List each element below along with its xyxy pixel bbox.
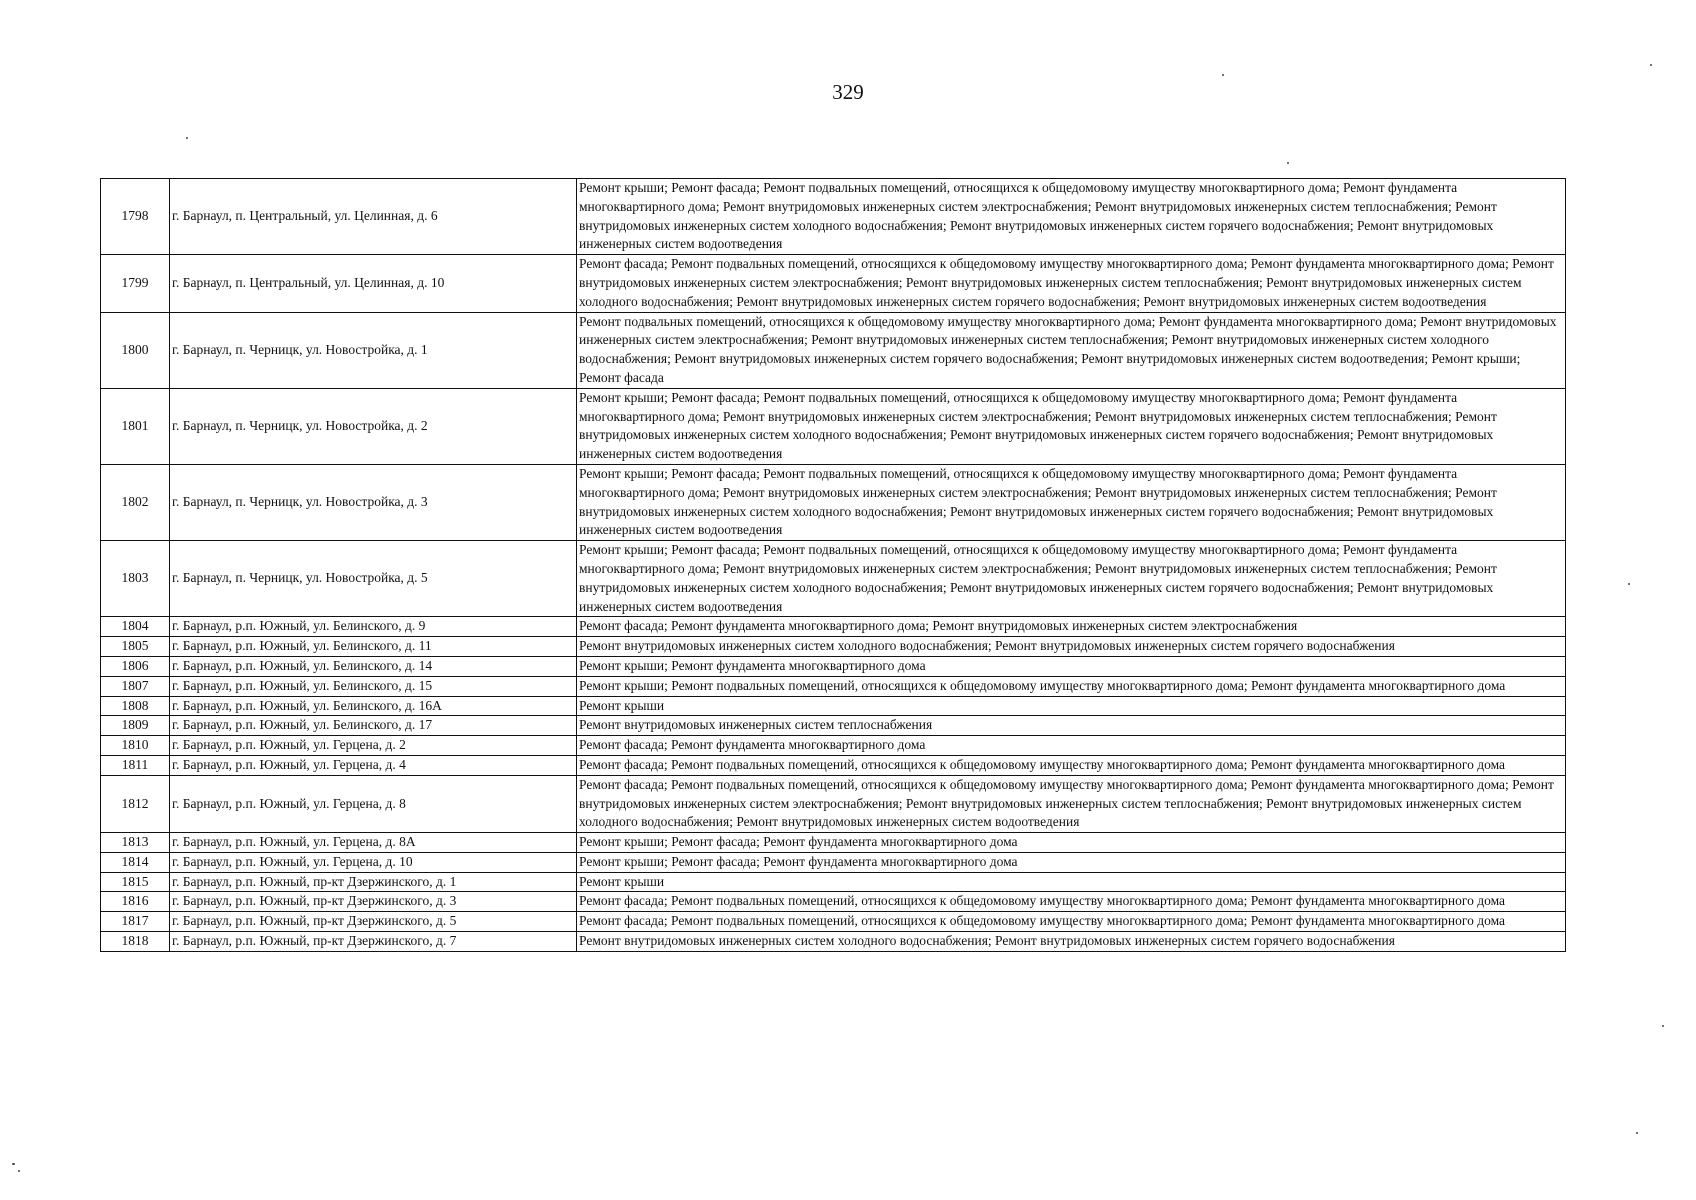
address-cell: г. Барнаул, р.п. Южный, ул. Герцена, д. 8А bbox=[170, 833, 577, 853]
table-row bbox=[101, 388, 1566, 464]
row-number-cell: 1803 bbox=[101, 541, 170, 617]
works-cell: Ремонт фасада; Ремонт подвальных помещений, относящихся к общедомовому имуществу многоквартирного дома; Ремонт фундамента многоквартирного дома bbox=[577, 912, 1566, 932]
row-number-cell: 1811 bbox=[101, 755, 170, 775]
registry-body bbox=[101, 179, 1566, 952]
address-cell: г. Барнаул, р.п. Южный, ул. Герцена, д. 8 bbox=[170, 775, 577, 832]
works-cell: Ремонт внутридомовых инженерных систем теплоснабжения bbox=[577, 716, 1566, 736]
table-row bbox=[101, 872, 1566, 892]
scan-speck bbox=[18, 1170, 20, 1172]
row-number-cell: 1800 bbox=[101, 312, 170, 388]
address-cell: г. Барнаул, р.п. Южный, ул. Белинского, д. 9 bbox=[170, 617, 577, 637]
table-row bbox=[101, 912, 1566, 932]
table-row bbox=[101, 464, 1566, 540]
works-cell: Ремонт крыши bbox=[577, 696, 1566, 716]
row-number-cell: 1801 bbox=[101, 388, 170, 464]
address-cell: г. Барнаул, п. Центральный, ул. Целинная, д. 10 bbox=[170, 255, 577, 312]
page-number: 329 bbox=[832, 80, 864, 104]
scan-speck bbox=[186, 137, 188, 139]
table-row bbox=[101, 775, 1566, 832]
row-number-cell: 1813 bbox=[101, 833, 170, 853]
table-row bbox=[101, 833, 1566, 853]
row-number-cell: 1805 bbox=[101, 637, 170, 657]
row-number-cell: 1810 bbox=[101, 736, 170, 756]
table-row bbox=[101, 932, 1566, 952]
scan-speck bbox=[1287, 162, 1289, 164]
scan-speck bbox=[1650, 64, 1652, 66]
address-cell: г. Барнаул, п. Черницк, ул. Новостройка, д. 2 bbox=[170, 388, 577, 464]
scan-speck bbox=[1628, 583, 1630, 585]
table-row bbox=[101, 637, 1566, 657]
address-cell: г. Барнаул, п. Черницк, ул. Новостройка, д. 3 bbox=[170, 464, 577, 540]
address-cell: г. Барнаул, р.п. Южный, ул. Белинского, д. 16А bbox=[170, 696, 577, 716]
row-number-cell: 1809 bbox=[101, 716, 170, 736]
table-row bbox=[101, 312, 1566, 388]
row-number-cell: 1799 bbox=[101, 255, 170, 312]
row-number-cell: 1816 bbox=[101, 892, 170, 912]
table-row bbox=[101, 656, 1566, 676]
address-cell: г. Барнаул, р.п. Южный, пр-кт Дзержинского, д. 7 bbox=[170, 932, 577, 952]
table-row bbox=[101, 892, 1566, 912]
works-cell: Ремонт крыши bbox=[577, 872, 1566, 892]
address-cell: г. Барнаул, р.п. Южный, ул. Белинского, д. 14 bbox=[170, 656, 577, 676]
works-cell: Ремонт фасада; Ремонт фундамента многоквартирного дома; Ремонт внутридомовых инженерных систем электроснабжения bbox=[577, 617, 1566, 637]
works-cell: Ремонт крыши; Ремонт фасада; Ремонт подвальных помещений, относящихся к общедомовому имуществу многоквартирного дома; Ремонт фундамента многоквартирного дома; Ремонт внутридомовых инженерных систем электроснабжения; Ремонт внутридомовых инженерных систем теплоснабжения; Ремонт внутридомовых инженерных систем холодного водоснабжения; Ремонт внутридомовых инженерных систем горячего водоснабжения; Ремонт внутридомовых инженерных систем водоотведения bbox=[577, 179, 1566, 255]
scan-speck bbox=[12, 1163, 15, 1165]
table-row bbox=[101, 676, 1566, 696]
table-row bbox=[101, 541, 1566, 617]
table-row bbox=[101, 736, 1566, 756]
scan-speck bbox=[1662, 1025, 1664, 1027]
table-row bbox=[101, 617, 1566, 637]
address-cell: г. Барнаул, р.п. Южный, пр-кт Дзержинского, д. 5 bbox=[170, 912, 577, 932]
works-cell: Ремонт внутридомовых инженерных систем холодного водоснабжения; Ремонт внутридомовых инженерных систем горячего водоснабжения bbox=[577, 637, 1566, 657]
row-number-cell: 1807 bbox=[101, 676, 170, 696]
row-number-cell: 1815 bbox=[101, 872, 170, 892]
address-cell: г. Барнаул, р.п. Южный, пр-кт Дзержинского, д. 3 bbox=[170, 892, 577, 912]
address-cell: г. Барнаул, р.п. Южный, ул. Герцена, д. 10 bbox=[170, 852, 577, 872]
address-cell: г. Барнаул, п. Черницк, ул. Новостройка, д. 5 bbox=[170, 541, 577, 617]
row-number-cell: 1817 bbox=[101, 912, 170, 932]
row-number-cell: 1802 bbox=[101, 464, 170, 540]
table-row bbox=[101, 179, 1566, 255]
row-number-cell: 1798 bbox=[101, 179, 170, 255]
works-cell: Ремонт крыши; Ремонт фасада; Ремонт подвальных помещений, относящихся к общедомовому имуществу многоквартирного дома; Ремонт фундамента многоквартирного дома; Ремонт внутридомовых инженерных систем электроснабжения; Ремонт внутридомовых инженерных систем теплоснабжения; Ремонт внутридомовых инженерных систем холодного водоснабжения; Ремонт внутридомовых инженерных систем горячего водоснабжения; Ремонт внутридомовых инженерных систем водоотведения bbox=[577, 388, 1566, 464]
address-cell: г. Барнаул, р.п. Южный, ул. Герцена, д. 2 bbox=[170, 736, 577, 756]
row-number-cell: 1812 bbox=[101, 775, 170, 832]
works-cell: Ремонт фасада; Ремонт подвальных помещений, относящихся к общедомовому имуществу многоквартирного дома; Ремонт фундамента многоквартирного дома; Ремонт внутридомовых инженерных систем электроснабжения; Ремонт внутридомовых инженерных систем теплоснабжения; Ремонт внутридомовых инженерных систем холодного водоснабжения; Ремонт внутридомовых инженерных систем водоотведения bbox=[577, 775, 1566, 832]
address-cell: г. Барнаул, р.п. Южный, пр-кт Дзержинского, д. 1 bbox=[170, 872, 577, 892]
address-cell: г. Барнаул, п. Центральный, ул. Целинная, д. 6 bbox=[170, 179, 577, 255]
table-row bbox=[101, 716, 1566, 736]
scan-speck bbox=[1636, 1132, 1638, 1134]
works-cell: Ремонт подвальных помещений, относящихся к общедомовому имуществу многоквартирного дома; Ремонт фундамента многоквартирного дома; Ремонт внутридомовых инженерных систем электроснабжения; Ремонт внутридомовых инженерных систем теплоснабжения; Ремонт внутридомовых инженерных систем холодного водоснабжения; Ремонт внутридомовых инженерных систем горячего водоснабжения; Ремонт внутридомовых инженерных систем водоотведения; Ремонт крыши; Ремонт фасада bbox=[577, 312, 1566, 388]
address-cell: г. Барнаул, п. Черницк, ул. Новостройка, д. 1 bbox=[170, 312, 577, 388]
works-cell: Ремонт фасада; Ремонт подвальных помещений, относящихся к общедомовому имуществу многоквартирного дома; Ремонт фундамента многоквартирного дома bbox=[577, 755, 1566, 775]
scan-speck bbox=[1222, 74, 1224, 76]
row-number-cell: 1806 bbox=[101, 656, 170, 676]
row-number-cell: 1804 bbox=[101, 617, 170, 637]
works-cell: Ремонт крыши; Ремонт фасада; Ремонт фундамента многоквартирного дома bbox=[577, 852, 1566, 872]
works-cell: Ремонт внутридомовых инженерных систем холодного водоснабжения; Ремонт внутридомовых инженерных систем горячего водоснабжения bbox=[577, 932, 1566, 952]
address-cell: г. Барнаул, р.п. Южный, ул. Белинского, д. 15 bbox=[170, 676, 577, 696]
works-cell: Ремонт фасада; Ремонт подвальных помещений, относящихся к общедомовому имуществу многоквартирного дома; Ремонт фундамента многоквартирного дома bbox=[577, 892, 1566, 912]
works-cell: Ремонт фасада; Ремонт подвальных помещений, относящихся к общедомовому имуществу многоквартирного дома; Ремонт фундамента многоквартирного дома; Ремонт внутридомовых инженерных систем электроснабжения; Ремонт внутридомовых инженерных систем теплоснабжения; Ремонт внутридомовых инженерных систем холодного водоснабжения; Ремонт внутридомовых инженерных систем горячего водоснабжения; Ремонт внутридомовых инженерных систем водоотведения bbox=[577, 255, 1566, 312]
table-row bbox=[101, 255, 1566, 312]
works-cell: Ремонт крыши; Ремонт фасада; Ремонт подвальных помещений, относящихся к общедомовому имуществу многоквартирного дома; Ремонт фундамента многоквартирного дома; Ремонт внутридомовых инженерных систем электроснабжения; Ремонт внутридомовых инженерных систем теплоснабжения; Ремонт внутридомовых инженерных систем холодного водоснабжения; Ремонт внутридомовых инженерных систем горячего водоснабжения; Ремонт внутридомовых инженерных систем водоотведения bbox=[577, 464, 1566, 540]
table-row bbox=[101, 755, 1566, 775]
table-row bbox=[101, 696, 1566, 716]
repair-registry-table bbox=[100, 178, 1566, 952]
row-number-cell: 1814 bbox=[101, 852, 170, 872]
works-cell: Ремонт крыши; Ремонт фундамента многоквартирного дома bbox=[577, 656, 1566, 676]
table-row bbox=[101, 852, 1566, 872]
works-cell: Ремонт крыши; Ремонт подвальных помещений, относящихся к общедомовому имуществу многоквартирного дома; Ремонт фундамента многоквартирного дома bbox=[577, 676, 1566, 696]
address-cell: г. Барнаул, р.п. Южный, ул. Белинского, д. 17 bbox=[170, 716, 577, 736]
address-cell: г. Барнаул, р.п. Южный, ул. Белинского, д. 11 bbox=[170, 637, 577, 657]
works-cell: Ремонт фасада; Ремонт фундамента многоквартирного дома bbox=[577, 736, 1566, 756]
row-number-cell: 1818 bbox=[101, 932, 170, 952]
works-cell: Ремонт крыши; Ремонт фасада; Ремонт подвальных помещений, относящихся к общедомовому имуществу многоквартирного дома; Ремонт фундамента многоквартирного дома; Ремонт внутридомовых инженерных систем электроснабжения; Ремонт внутридомовых инженерных систем теплоснабжения; Ремонт внутридомовых инженерных систем холодного водоснабжения; Ремонт внутридомовых инженерных систем горячего водоснабжения; Ремонт внутридомовых инженерных систем водоотведения bbox=[577, 541, 1566, 617]
works-cell: Ремонт крыши; Ремонт фасада; Ремонт фундамента многоквартирного дома bbox=[577, 833, 1566, 853]
address-cell: г. Барнаул, р.п. Южный, ул. Герцена, д. 4 bbox=[170, 755, 577, 775]
row-number-cell: 1808 bbox=[101, 696, 170, 716]
